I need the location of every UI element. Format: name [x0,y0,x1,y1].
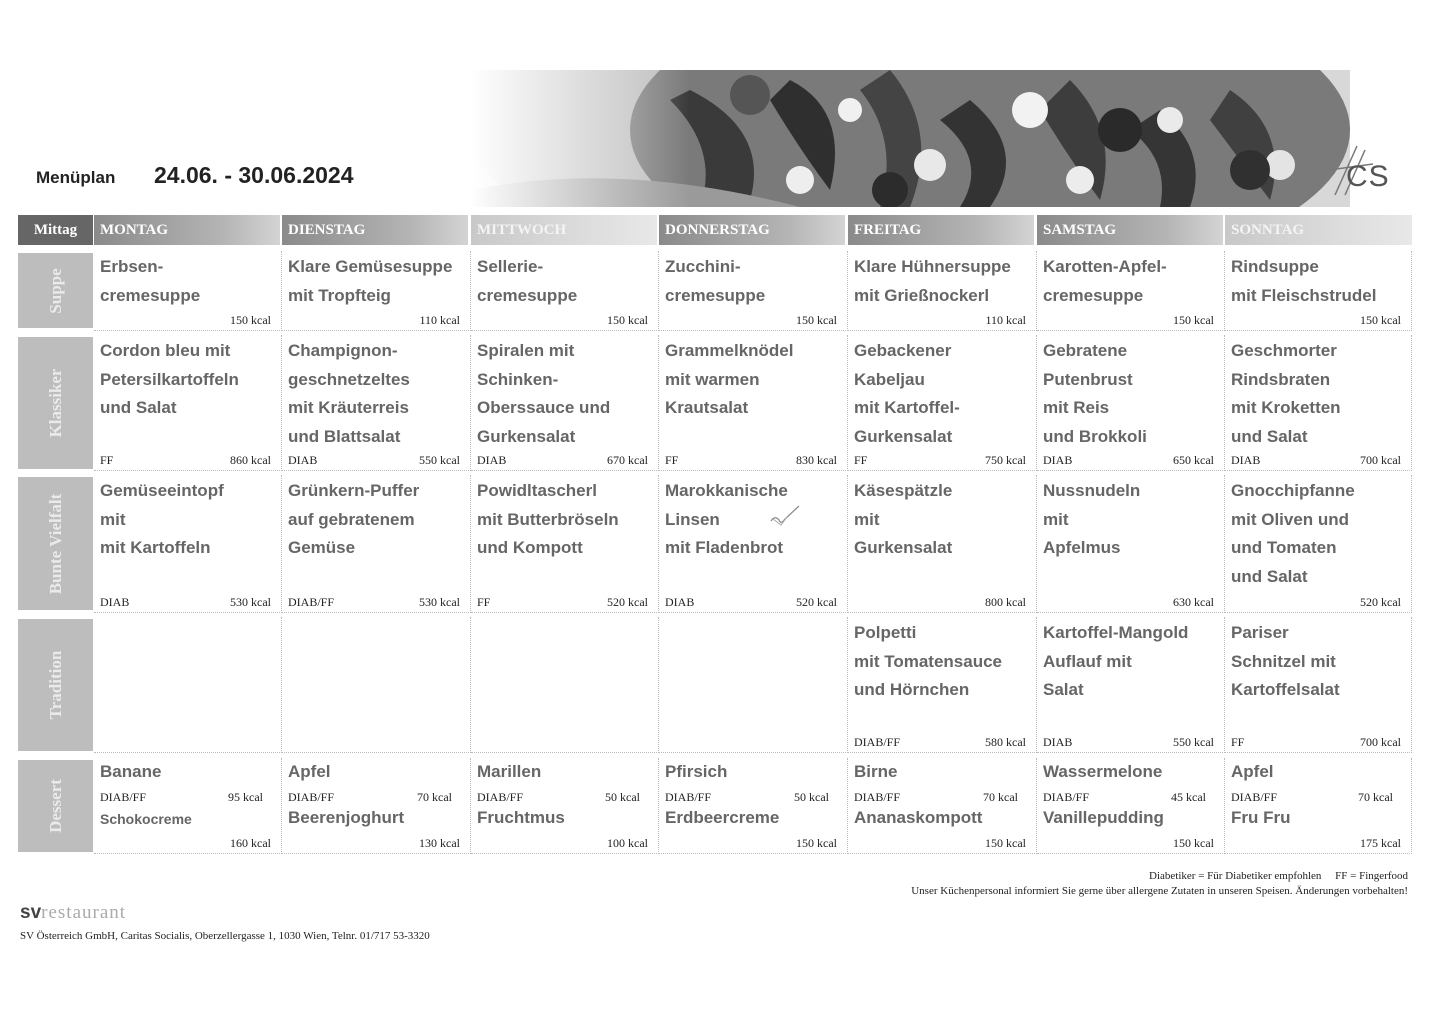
menu-cell-suppe-sunday [1225,251,1412,331]
dessert-name: Fru Fru [1231,808,1291,827]
day-header-wednesday: MITTWOCH [471,215,657,245]
dessert-kcal: 150 kcal [796,836,837,850]
fruit-kcal: 50 kcal [794,790,829,804]
diet-tag: DIAB [477,453,507,467]
fruit-name: Apfel [1231,762,1274,781]
dessert-cell-friday [848,758,1037,854]
dish-name: Zucchini- cremesuppe [665,257,766,305]
day-header-saturday: SAMSTAG [1037,215,1223,245]
diet-tag: DIAB [665,595,695,609]
day-header-sunday: SONNTAG [1225,215,1412,245]
fruit-kcal: 70 kcal [1358,790,1393,804]
dish-name: Geschmorter Rindsbraten mit Kroketten und Salat [1231,341,1341,446]
dish-name: Sellerie- cremesuppe [477,257,578,305]
diet-tag: FF [477,595,491,609]
fruit-name: Wassermelone [1043,762,1163,781]
fruit-kcal: 70 kcal [417,790,452,804]
menu-cell-bunte-vielfalt-wednesday [471,475,659,613]
menu-cell-tradition-thursday [659,617,848,753]
menu-cell-suppe-tuesday [282,251,471,331]
dish-name: Grünkern-Puffer auf gebratenem Gemüse [288,481,420,557]
dessert-name: Fruchtmus [477,808,565,827]
diet-tag: FF [665,453,679,467]
dessert-kcal: 130 kcal [419,836,460,850]
kcal-value: 550 kcal [419,453,460,467]
fruit-name: Marillen [477,762,542,781]
category-tradition [18,619,93,751]
diet-tag: DIAB/FF [1043,790,1090,804]
kcal-value: 750 kcal [985,453,1026,467]
menu-cell-suppe-thursday [659,251,848,331]
menu-table [18,215,1412,855]
allergen-note: Unser Küchenpersonal informiert Sie gerne über allergene Zutaten in unseren Speisen. Änderungen vorbehalten! [911,885,1408,897]
menu-cell-klassiker-saturday [1037,335,1225,471]
menu-cell-klassiker-tuesday [282,335,471,471]
fruit-kcal: 45 kcal [1171,790,1206,804]
diet-tag: DIAB/FF [854,790,901,804]
fruit-name: Birne [854,762,898,781]
kcal-value: 800 kcal [985,595,1026,609]
day-header-thursday: DONNERSTAG [659,215,845,245]
kcal-value: 580 kcal [985,735,1026,749]
kcal-value: 520 kcal [607,595,648,609]
category-bunte-vielfalt [18,477,93,610]
diet-tag: DIAB/FF [1231,790,1278,804]
dish-name: Marokkanische Linsen mit Fladenbrot [665,481,788,557]
menu-cell-tradition-wednesday [471,617,659,753]
menu-cell-bunte-vielfalt-thursday [659,475,848,613]
diet-tag: DIAB [288,453,318,467]
fruit-kcal: 50 kcal [605,790,640,804]
dessert-kcal: 150 kcal [985,836,1026,850]
sv-restaurant-logo [20,902,126,924]
menu-cell-tradition-sunday [1225,617,1412,753]
kcal-value: 530 kcal [419,595,460,609]
logo-restaurant: restaurant [41,902,127,923]
category-label: Klassiker [45,368,65,438]
dish-name: Pariser Schnitzel mit Kartoffelsalat [1231,623,1340,699]
menu-cell-klassiker-wednesday [471,335,659,471]
dish-name: Nussnudeln mit Apfelmus [1043,481,1141,557]
dessert-kcal: 175 kcal [1360,836,1401,850]
dessert-name: Ananaskompott [854,808,983,827]
kcal-value: 700 kcal [1360,735,1401,749]
dessert-name: Vanillepudding [1043,808,1164,827]
menu-cell-klassiker-monday [94,335,282,471]
diet-tag: DIAB/FF [288,595,335,609]
diet-tag: DIAB [1043,735,1073,749]
dish-name: Käsespätzle mit Gurkensalat [854,481,953,557]
kcal-value: 530 kcal [230,595,271,609]
diet-tag: DIAB/FF [854,735,901,749]
dessert-kcal: 160 kcal [230,836,271,850]
fruit-kcal: 95 kcal [228,790,263,804]
diet-tag: DIAB/FF [665,790,712,804]
menu-cell-suppe-friday [848,251,1037,331]
menu-cell-klassiker-friday [848,335,1037,471]
dish-name: Gebackener Kabeljau mit Kartoffel- Gurkensalat [854,341,960,446]
dish-name: Powidltascherl mit Butterbröseln und Kompott [477,481,619,557]
category-label: Suppe [45,267,65,314]
menu-cell-tradition-saturday [1037,617,1225,753]
menu-cell-klassiker-sunday [1225,335,1412,471]
dessert-name: Erdbeercreme [665,808,780,827]
diet-tag: DIAB [1043,453,1073,467]
dish-name: Cordon bleu mit Petersilkartoffeln und Salat [100,341,239,417]
category-dessert [18,760,93,852]
dish-name: Gemüseeintopf mit mit Kartoffeln [100,481,224,557]
kcal-value: 150 kcal [796,313,837,327]
fruit-name: Banane [100,762,162,781]
kcal-value: 630 kcal [1173,595,1214,609]
diet-tag: DIAB/FF [288,790,335,804]
menu-cell-bunte-vielfalt-saturday [1037,475,1225,613]
date-range: 24.06. - 30.06.2024 [154,162,354,188]
day-header-tuesday: DIENSTAG [282,215,468,245]
diet-tag: FF [1231,735,1245,749]
handwritten-check-mark [765,503,805,533]
corner-header: Mittag [18,215,93,245]
diet-tag: FF [854,453,868,467]
hcs-logo-text: CS [1346,160,1390,193]
kcal-value: 670 kcal [607,453,648,467]
dessert-name: Schokocreme [100,811,192,827]
menu-cell-bunte-vielfalt-friday [848,475,1037,613]
kcal-value: 700 kcal [1360,453,1401,467]
dessert-cell-wednesday [471,758,659,854]
diet-tag: DIAB [100,595,130,609]
kcal-value: 860 kcal [230,453,271,467]
menu-cell-suppe-wednesday [471,251,659,331]
kcal-value: 150 kcal [1360,313,1401,327]
fruit-name: Apfel [288,762,331,781]
dessert-cell-tuesday [282,758,471,854]
menu-cell-tradition-friday [848,617,1037,753]
fruit-kcal: 70 kcal [983,790,1018,804]
menu-cell-tradition-monday [94,617,282,753]
menu-cell-suppe-monday [94,251,282,331]
kcal-value: 150 kcal [1173,313,1214,327]
menu-cell-bunte-vielfalt-monday [94,475,282,613]
dessert-name: Beerenjoghurt [288,808,405,827]
kcal-value: 150 kcal [230,313,271,327]
diet-tag: FF [100,453,114,467]
menu-plan-label: Menüplan [36,168,116,187]
dessert-cell-thursday [659,758,848,854]
menu-cell-tradition-tuesday [282,617,471,753]
dessert-kcal: 150 kcal [1173,836,1214,850]
menu-cell-bunte-vielfalt-tuesday [282,475,471,613]
dish-name: Klare Gemüsesuppe mit Tropfteig [288,257,453,305]
dessert-cell-sunday [1225,758,1412,854]
dish-name: Rindsuppe mit Fleischstrudel [1231,257,1377,305]
kcal-value: 520 kcal [1360,595,1401,609]
menu-cell-klassiker-thursday [659,335,848,471]
dish-name: Champignon- geschnetzeltes mit Kräuterreis und Blattsalat [288,341,410,446]
legend: Diabetiker = Für Diabetiker empfohlen FF = Fingerfood [1149,870,1408,882]
dish-name: Grammelknödel mit warmen Krautsalat [665,341,794,417]
dish-name: Erbsen- cremesuppe [100,257,201,305]
kcal-value: 110 kcal [419,313,460,327]
kcal-value: 650 kcal [1173,453,1214,467]
dish-name: Kartoffel-Mangold Auflauf mit Salat [1043,623,1189,699]
dish-name: Spiralen mit Schinken- Oberssauce und Gurkensalat [477,341,611,446]
kcal-value: 150 kcal [607,313,648,327]
kcal-value: 550 kcal [1173,735,1214,749]
diet-tag: DIAB [1231,453,1261,467]
diet-tag: DIAB/FF [477,790,524,804]
diet-tag: DIAB/FF [100,790,147,804]
category-label: Tradition [45,650,65,720]
logo-sv: sv [20,902,42,923]
kcal-value: 520 kcal [796,595,837,609]
category-label: Bunte Vielfalt [45,493,65,594]
dessert-cell-saturday [1037,758,1225,854]
address: SV Österreich GmbH, Caritas Socialis, Oberzellergasse 1, 1030 Wien, Telnr. 01/717 53-3320 [20,930,430,942]
dish-name: Gnocchipfanne mit Oliven und und Tomaten und Salat [1231,481,1355,586]
salad-banner-image [470,70,1350,207]
fruit-name: Pfirsich [665,762,728,781]
day-header-friday: FREITAG [848,215,1034,245]
category-klassiker [18,337,93,469]
dessert-kcal: 100 kcal [607,836,648,850]
dish-name: Klare Hühnersuppe mit Grießnockerl [854,257,1011,305]
category-suppe [18,253,93,328]
kcal-value: 110 kcal [985,313,1026,327]
dish-name: Karotten-Apfel- cremesuppe [1043,257,1167,305]
dish-name: Gebratene Putenbrust mit Reis und Brokkoli [1043,341,1147,446]
category-label: Dessert [45,779,65,833]
kcal-value: 830 kcal [796,453,837,467]
menu-cell-suppe-saturday [1037,251,1225,331]
day-header-monday: MONTAG [94,215,280,245]
menu-cell-bunte-vielfalt-sunday [1225,475,1412,613]
dessert-cell-monday [94,758,282,854]
dish-name: Polpetti mit Tomatensauce und Hörnchen [854,623,1003,699]
